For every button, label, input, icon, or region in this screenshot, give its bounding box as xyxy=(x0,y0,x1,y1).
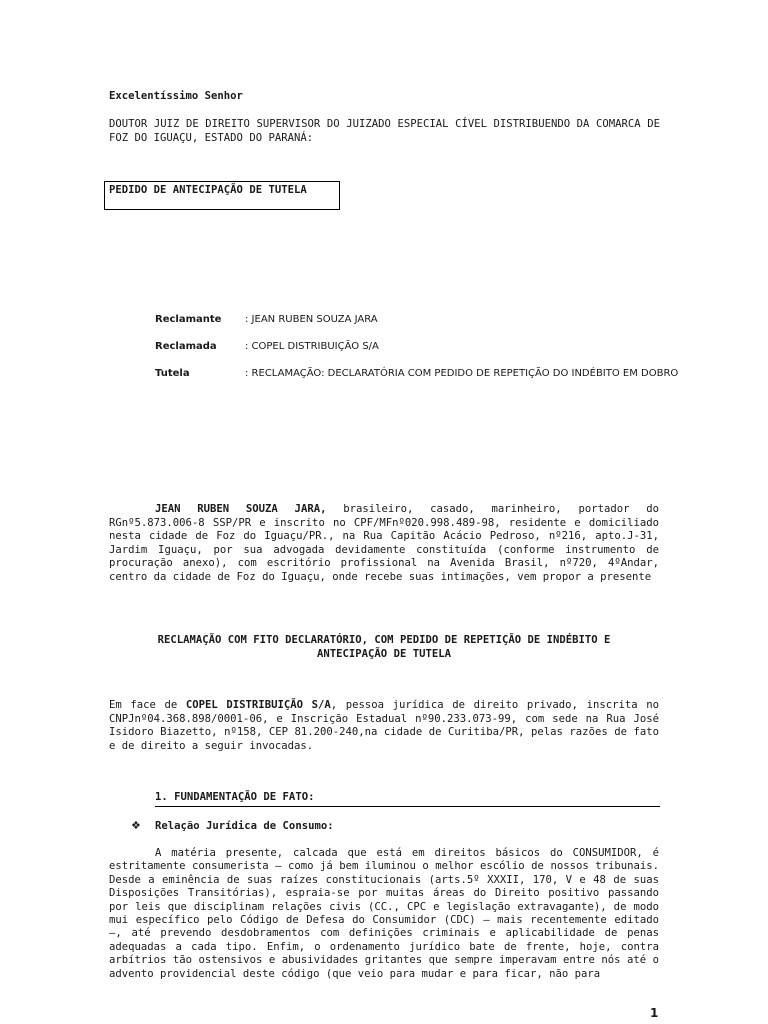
action-title-line1: RECLAMAÇÃO COM FITO DECLARATÓRIO, COM PEDIDO DE REPETIÇÃO DE INDÉBITO E xyxy=(157,634,611,646)
section-divider xyxy=(155,806,660,807)
salutation: Excelentíssimo Senhor xyxy=(109,90,243,102)
party-value: : JEAN RUBEN SOUZA JARA xyxy=(245,314,378,325)
intro-paragraph xyxy=(109,503,659,585)
party-label: Reclamada xyxy=(155,341,217,352)
boxed-title-frame xyxy=(104,181,340,210)
defendant-prefix: Em face de xyxy=(109,699,186,711)
subheading-text: Relação Jurídica de Consumo: xyxy=(155,820,334,832)
defendant-text: , pessoa jurídica de direito privado, inscrita no CNPJnº04.368.898/0001-06, e Inscrição Estadual nº90.233.073-99, com sede na Rua José Isidoro Biazetto, nº158, CEP 81.200-240,na cidade de Curitiba/PR, pelas razões de fato e de direito a seguir invocadas. xyxy=(109,699,659,752)
intro-text: brasileiro, casado, marinheiro, portador do RGnº5.873.006-8 SSP/PR e inscrito no CPF/MFnº020.998.489-98, residente e domiciliado nesta cidade de Foz do Iguaçu/PR., na Rua Capitão Acácio Pedroso, nº216, apto.J-31, Jardim Iguaçu, por sua advogada devidamente constituída (conforme instrumento de procuração anexo), com escritório profissional na Avenida Brasil, nº720, 4ºAndar, centro da cidade de Foz do Iguaçu, onde recebe suas intimações, vem propor a presente xyxy=(109,503,659,583)
party-label: Tutela xyxy=(155,368,190,379)
party-label: Reclamante xyxy=(155,314,222,325)
subheading xyxy=(131,819,334,832)
boxed-title: PEDIDO DE ANTECIPAÇÃO DE TUTELA xyxy=(109,184,307,196)
party-value: : RECLAMAÇÃO: DECLARATÓRIA COM PEDIDO DE REPETIÇÃO DO INDÉBITO EM DOBRO xyxy=(245,368,679,379)
page-number: 1 xyxy=(650,1006,659,1020)
action-title-line2: ANTECIPAÇÃO DE TUTELA xyxy=(317,648,451,660)
party-value: : COPEL DISTRIBUIÇÃO S/A xyxy=(245,341,379,352)
section-heading: 1. FUNDAMENTAÇÃO DE FATO: xyxy=(155,791,315,803)
defendant-company: COPEL DISTRIBUIÇÃO S/A xyxy=(185,699,331,711)
claimant-name: JEAN RUBEN SOUZA JARA, xyxy=(155,503,327,515)
action-title xyxy=(109,633,659,661)
section-body-text: A matéria presente, calcada que está em direitos básicos do CONSUMIDOR, é estritamente consumerista – como já bem iluminou o melhor escólio de nossos tribunais. Desde a eminência de suas raízes constitucionais (arts.5º XXXII, 170, V e 48 de suas Disposições Transitórias), espraia-se por muitas áreas do Direito positivo passando por leis que disciplinam relações civis (CC., CPC e legislação extravagante), de modo mui específico pelo Código de Defesa do Consumidor (CDC) – mais recentemente editado –, até prevendo desdobramentos com definições criminais e aplicabilidade de penas adequadas a cada tipo. Enfim, o ordenamento jurídico bate de frente, hoje, contra arbítrios tão ostensivos e abusividades gritantes que sempre imperavam entre nós até o advento providencial deste código (que veio para mudar e para ficar, não para xyxy=(109,847,659,980)
section-body xyxy=(109,847,659,981)
addressee: DOUTOR JUIZ DE DIREITO SUPERVISOR DO JUIZADO ESPECIAL CÍVEL DISTRIBUENDO DA COMARCA DE FOZ DO IGUAÇU, ESTADO DO PARANÁ: xyxy=(109,118,660,144)
defendant-paragraph xyxy=(109,699,659,753)
diamond-bullet-icon: ❖ xyxy=(131,819,141,832)
